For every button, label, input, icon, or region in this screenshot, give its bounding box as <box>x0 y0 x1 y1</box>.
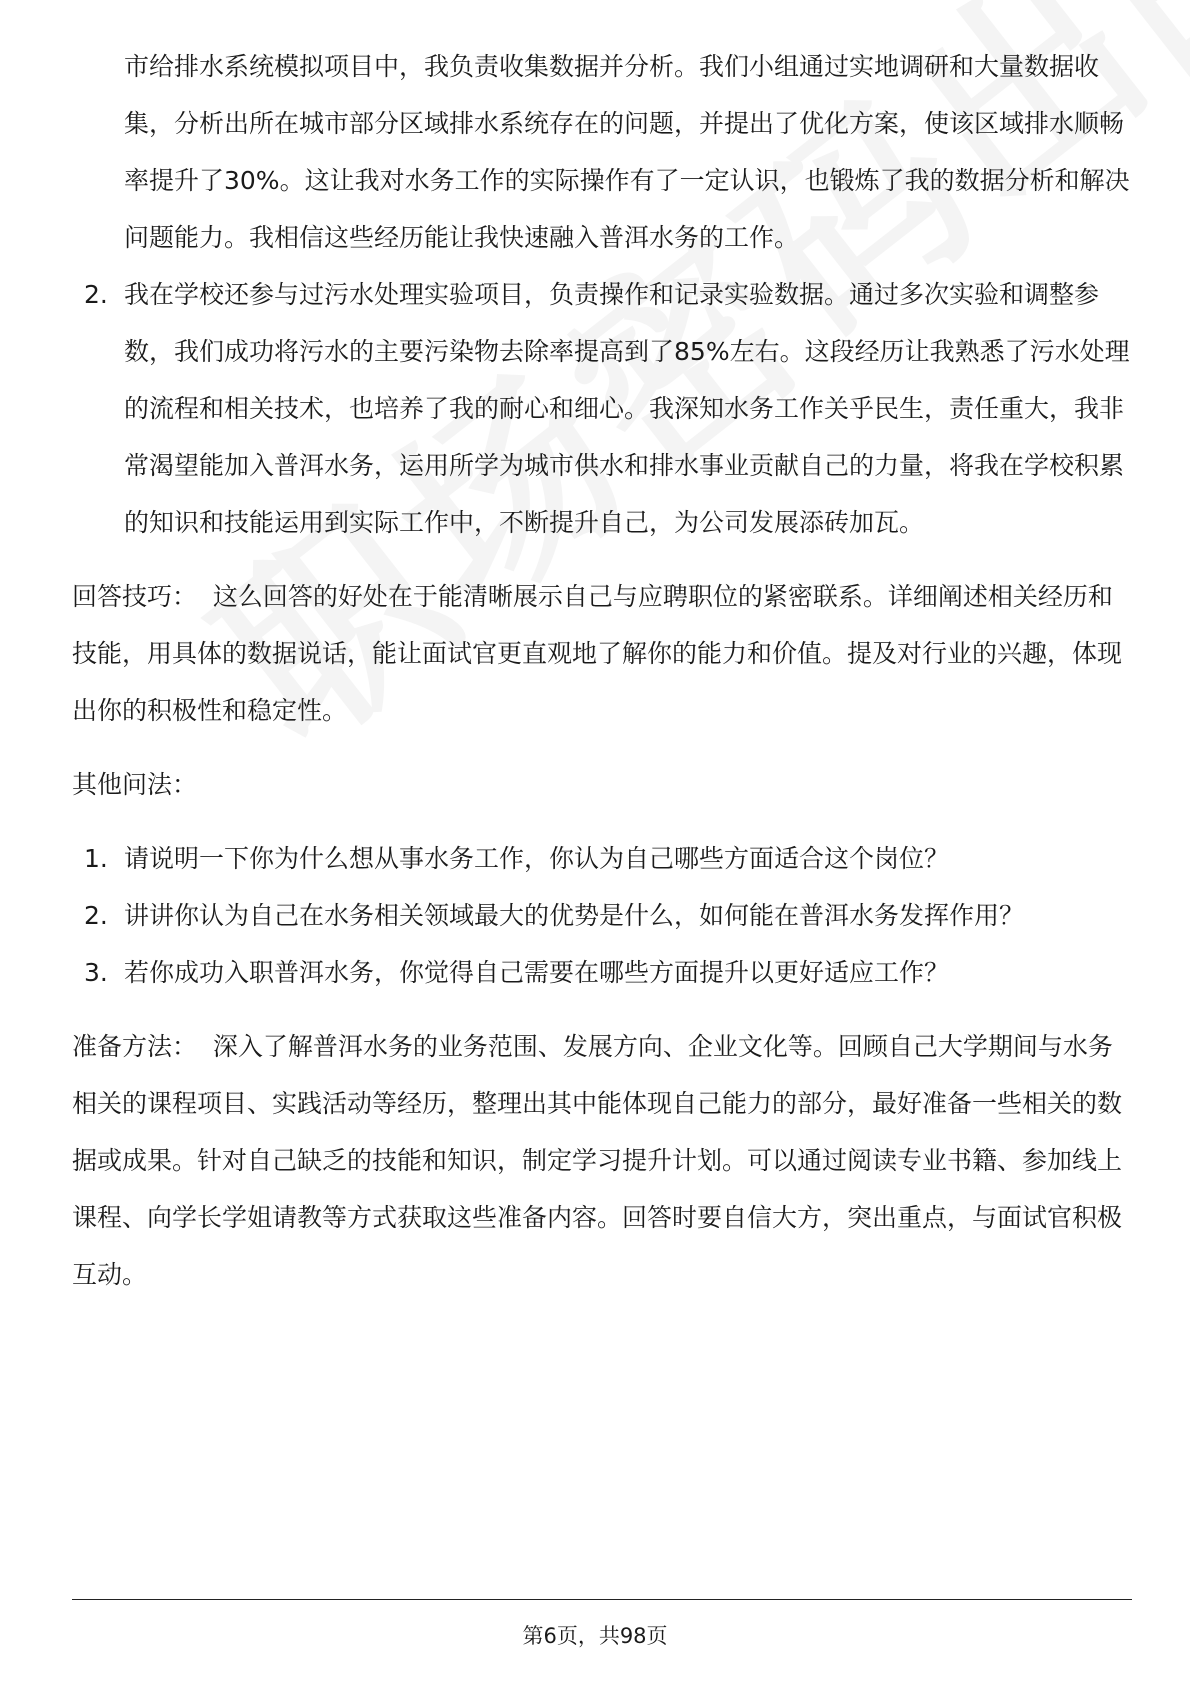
other-question-item <box>72 830 1132 887</box>
tips-text: 这么回答的好处在于能清晰展示自己与应聘职位的紧密联系。详细阐述相关经历和技能，用具体的数据说话，能让面试官更直观地了解你的能力和价值。提及对行业的兴趣，体现出你的积极性和稳定性。 <box>72 582 1123 725</box>
list-item-text: 讲讲你认为自己在水务相关领域最大的优势是什么，如何能在普洱水务发挥作用？ <box>124 901 1025 930</box>
tips-label: 回答技巧： <box>72 582 198 611</box>
list-item-text: 若你成功入职普洱水务，你觉得自己需要在哪些方面提升以更好适应工作？ <box>124 958 950 987</box>
list-number: 2. <box>84 901 108 930</box>
preparation-label: 准备方法： <box>72 1032 198 1061</box>
answer-item-2 <box>72 266 1132 551</box>
list-number: 2. <box>84 280 108 309</box>
other-question-item <box>72 944 1132 1001</box>
page-number: 第6页，共98页 <box>522 1624 668 1648</box>
list-number: 3. <box>84 958 108 987</box>
preparation-text: 深入了解普洱水务的业务范围、发展方向、企业文化等。回顾自己大学期间与水务相关的课程项目、实践活动等经历，整理出其中能体现自己能力的部分，最好准备一些相关的数据或成果。针对自己缺乏的技能和知识，制定学习提升计划。可以通过阅读专业书籍、参加线上课程、向学长学姐请教等方式获取这些准备内容。回答时要自信大方，突出重点，与面试官积极互动。 <box>72 1032 1123 1289</box>
list-number: 1. <box>84 844 108 873</box>
other-questions-list <box>72 830 1132 1001</box>
document-page <box>72 38 1132 1303</box>
footer-divider <box>72 1599 1132 1600</box>
list-item-text: 我在学校还参与过污水处理实验项目，负责操作和记录实验数据。通过多次实验和调整参数，我们成功将污水的主要污染物去除率提高到了85%左右。这段经历让我熟悉了污水处理的流程和相关技术，也培养了我的耐心和细心。我深知水务工作关乎民生，责任重大，我非常渴望能加入普洱水务，运用所学为城市供水和排水事业贡献自己的力量，将我在学校积累的知识和技能运用到实际工作中，不断提升自己，为公司发展添砖加瓦。 <box>124 280 1130 537</box>
preparation-paragraph <box>72 1018 1132 1303</box>
answer-item-1-continuation: 市给排水系统模拟项目中，我负责收集数据并分析。我们小组通过实地调研和大量数据收集，分析出所在城市部分区域排水系统存在的问题，并提出了优化方案，使该区域排水顺畅率提升了30%。这让我对水务工作的实际操作有了一定认识，也锻炼了我的数据分析和解决问题能力。我相信这些经历能让我快速融入普洱水务的工作。 <box>124 52 1130 252</box>
answer-tips-paragraph <box>72 568 1132 739</box>
list-item-text: 请说明一下你为什么想从事水务工作，你认为自己哪些方面适合这个岗位？ <box>124 844 950 873</box>
other-question-item <box>72 887 1132 944</box>
other-questions-heading: 其他问法： <box>72 770 198 799</box>
